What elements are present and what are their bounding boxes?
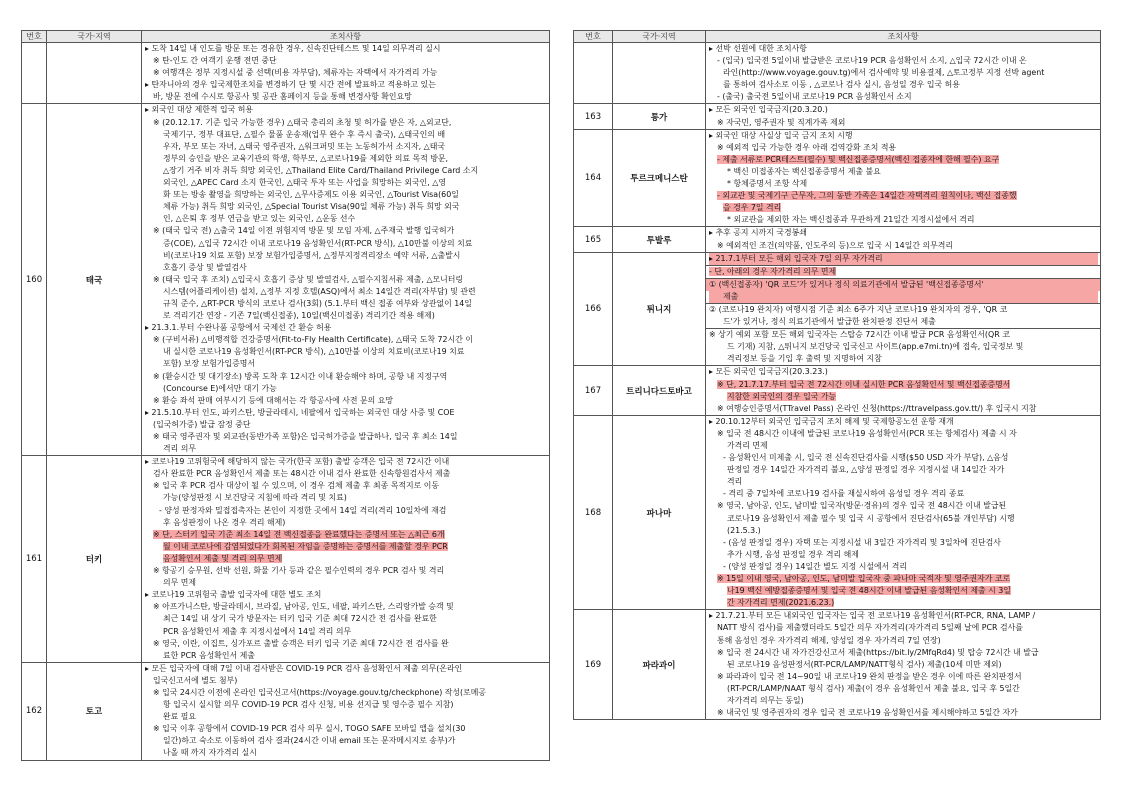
text-line: ▸ 코로나19 고위험국 출발 입국자에 대한 별도 조치 [145,590,322,600]
country-name: 투발루 [613,227,706,252]
text-line: ※ 입국 이후 공항에서 COVID-19 PCR 검사 의무 실시, TOGO SAFE 모바일 앱을 설치(30 [153,724,466,734]
text-line: ▸ 21.7.21.부터 모든 내외국인 입국자는 입국 전 코로나19 음성확인서(RT-PCR, RNA, LAMP / [709,611,1036,621]
table-row [22,104,550,456]
text-line: 를 통하여 검사소로 이동 , △코로나 검사 실시, 음성일 경우 입국 허용 [723,80,960,90]
text-line: ※ 영국, 남아공, 인도, 남미발 입국자(방문·경유)의 경우 입국 전 48시간 이내 발급된 [717,501,1007,511]
text-line: ※ 입국 24시간 이전에 온라인 입국신고서(https://voyage.gouv.tg/checkphone) 작성(로메공 [153,687,486,697]
table-row [574,610,1101,720]
right-page [573,30,1101,720]
right-table [573,30,1101,720]
measures-cell [142,104,550,456]
highlighted-text: 제출 [709,291,1098,303]
text-line: ▸ 외국인 대상 사실상 입국 금지 조치 시행 [709,130,853,140]
table-row [574,104,1101,129]
measures-cell [706,366,1101,415]
header-no: 번호 [22,31,47,43]
text-line: 외국인, △APEC Card 소지 한국인, △태국 투자 또는 사업을 희망하는 외국인, △영 [163,178,446,188]
text-line: 의무 면제 [163,578,196,588]
table-row [22,456,550,663]
text-line: ▸ 선박 선원에 대한 조치사항 [709,44,807,53]
table-row [574,252,1101,366]
country-name: 파라과이 [613,610,706,720]
highlighted-text: 을 경우 7일 격리 [723,203,782,213]
measures-cell [706,129,1101,227]
text-line: ※ 탄-인도 간 여객기 운행 전면 중단 [153,56,277,66]
text-line: ※ 입국 전 24시간 내 자가건강신고서 제출(https://bit.ly/2MfqRd4) 및 탑승 72시간 내 발급 [717,647,1039,657]
text-line: - (음성 판정일 경우) 자택 또는 지정시설 내 3일간 자가격리 및 3일차에 진단검사 [723,537,1001,547]
country-name: 터키 [47,456,142,663]
row-number: 169 [574,610,613,720]
measures-cell [706,227,1101,252]
row-number: 168 [574,415,613,610]
text-line: ▸ 탄자니아의 경우 입국제한조치를 변경하기 단 몇 시간 전에 발표하고 적용하고 있는 [145,80,436,90]
header-country: 국가·지역 [613,31,706,43]
text-line: 통해 음성인 경우 자가격리 해제, 양성일 경우 자가격리 7일 연장) [717,635,941,645]
text-line: ※ 여행객은 정부 지정시설 중 선택(비용 자부담), 체류자는 자택에서 자가격리 가능 [153,68,438,78]
text-line: 화 또는 방송 촬영을 희망하는 외국인, △무사증제도 이용 외국인, △Tourist Visa(60일 [163,190,459,200]
row-number: 165 [574,227,613,252]
highlighted-text: 월 이내 코로나에 감염되었다가 회복된 자임을 증명하는 증명서를 제출할 경우 PCR [163,541,448,551]
row-number: 160 [22,104,47,456]
text-line: ※ 여행승인증명서(TTravel Pass) 온라인 신청(https://ttravelpass.gov.tt/) 후 입국시 지참 [717,403,1037,413]
text-line: ▸ 추후 공지 시까지 국경봉쇄 [709,228,807,238]
text-line: 된 코로나19 음성판정서(RT-PCR/LAMP/NATT형식 검사) 제출(10세 미만 제외) [727,659,1002,669]
highlighted-text: - 제출 서류로 PCR테스트(필수) 및 백신접종증명서(백신 접종자에 한해 필수) 요구 [717,154,1000,164]
text-line: 가능(양성판정 시 보건당국 지침에 따라 격리 및 치료) [163,493,347,503]
measures-cell [706,415,1101,610]
text-line: ※ 파라과이 입국 전 14~90일 내 코로나19 완치 판정을 받은 경우 이에 따른 완치판정서 [717,671,1022,681]
text-line: ▸ 코로나19 고위험국에 해당하지 않는 국가(한국 포함) 출발 승객은 입국 전 72시간 이내 [145,457,450,467]
highlighted-text: 음성확인서 제출 및 격리 의무 면제 [163,553,283,563]
country-name: 투르크메니스탄 [613,129,706,227]
text-line: 비(코로나19 치료 포함) 보장 보험가입증명서, △정부지정격리장소 예약 서류, △출발시 [163,250,461,260]
text-line: ※ 예외적인 조건(의약품, 인도주의 등)으로 입국 시 14일간 의무격리 [717,240,953,250]
text-line: △장기 거주 비자 취득 희망 외국인, △Thailand Elite Card/Thailand Privilege Card 소지 [163,165,479,175]
text-line: 입국신고서에 별도 첨부) [153,675,238,685]
text-line: ※ (환승시간 및 대기장소) 방콕 도착 후 12시간 이내 환승해야 하며, 공항 내 지정구역 [153,371,448,381]
text-line: 드 기재) 지참, △튀니지 보건당국 입국신고 사이트(app.e7mi.tn)에 접속, 입국정보 및 [727,342,1024,352]
highlighted-text: - 외교관 및 국제기구 근무자, 그의 동반 가족은 14일간 자택격리 원칙이나, 백신 접종했 [717,191,1017,201]
text-line: * 항체증명서 조항 삭제 [727,179,808,189]
table-row [574,129,1101,227]
text-line: 코로나19 음성확인서 제출 필수 및 입국 시 공항에서 진단검사(65불 개인부담) 시행 [727,513,1015,523]
text-line: * 외교관을 제외한 자는 백신접종과 무관하게 21일간 지정시설에서 격리 [727,215,975,225]
table-header [574,31,1101,43]
text-line: ▸ 20.10.12부터 외국인 입국금지 조치 해제 및 국제항공노선 운항 재개 [709,416,954,426]
text-line: * 백신 미접종자는 백신접종증명서 제출 불요 [727,166,881,176]
text-line: - (입국) 입국전 5일이내 발급받은 코로나19 PCR 음성확인서 소지, △입국 72시간 이내 온 [717,56,1027,66]
text-line: ※ 영국, 이란, 이집트, 싱가포르 출발 승객은 터키 입국 기준 최대 72시간 전 검사를 완 [153,638,449,648]
text-line: ※ 환승 좌석 판매 여부시기 등에 대해서는 각 항공사에 사전 문의 요망 [153,395,394,405]
highlighted-text: ① (백신접종자) 'QR 코드'가 있거나 정식 의료기관에서 발급된 '백신접종증명서' [706,278,1100,291]
table-row [22,662,550,760]
text-line: 라인(http://www.voyage.gouv.tg)에서 검사예약 및 비용결제, △토고정부 지정 선박 agent [723,68,1045,78]
text-line: - (출국) 출국전 5일이내 코로나19 PCR 음성확인서 소지 [717,92,912,102]
text-line: 호흡기 증상 및 발열검사 [163,262,247,272]
table-row [574,227,1101,252]
highlighted-text: ※ 단, 21.7.17.부터 입국 전 72시간 이내 실시한 PCR 음성확인서 및 백신접종증명서 [717,379,1011,389]
text-line: - (양성 판정일 경우) 14일간 별도 지정 시설에서 격리 [723,561,907,571]
country-name: 토고 [47,662,142,760]
text-line: 정부의 승인을 받은 교육기관의 학생, 학부모, △코로나19를 제외한 의료 목적 방문, [163,153,449,163]
text-line: 나올 때 까지 자가격리 실시 [163,748,257,758]
text-line: 일간)하고 숙소로 이동하여 검사 결과(24시간 이내 email 또는 문자메시지로 송부)가 [163,736,456,746]
row-number: 164 [574,129,613,227]
text-line: 격리 의무 [163,444,196,454]
text-line: 로 격리기간 연장 - 기존 7일(백신접종), 10일(백신미접종) 격리기간 적용 해제) [163,311,435,321]
text-line: ※ (태국 입국 전) △출국 14일 이전 위험지역 방문 및 모임 자제, △주재국 발행 입국허가 [153,226,455,236]
table-row [574,43,1101,104]
text-line: (21.5.3.) [727,525,761,535]
text-line: (입국허가증) 발급 잠정 중단 [153,419,251,429]
text-line: 검사 완료한 PCR 음성확인서 제출 또는 48시간 이내 검사 완료한 신속항원검사서 제출 [153,469,451,479]
text-line: 규칙 준수, △RT-PCR 방식의 코로나 검사(3회) (5.1.부터 백신 접종 여부와 상관없이 14일 [163,298,472,308]
text-line: 후 음성판정이 나온 경우 격리 해제) [163,517,286,527]
text-line: 체류 가능) 취득 희망 외국인, △Special Tourist Visa(90일 체류 가능) 취득 희망 외국 [163,202,460,212]
text-line: 격리 [727,477,743,487]
text-line: - 양성 판정자와 밀접접촉자는 본인이 지정한 곳에서 14일 격리(격리 10일차에 재검 [159,505,447,515]
row-number: 161 [22,456,47,663]
highlighted-text: - 단, 아래의 경우 자가격리 의무 면제 [709,266,837,276]
text-line: 추가 시행, 음성 판정일 경우 격리 해제 [727,549,859,559]
highlighted-text: 나19 백신 예방접종증명서 및 입국 전 48시간 이내 발급된 음성확인서 제출 시 3일 [727,586,1011,596]
header-no: 번호 [574,31,613,43]
text-line: ※ 태국 영주권자 및 외교관(동반가족 포함)은 입국허가증을 발급하나, 입국 후 최소 14일 [153,432,458,441]
text-line: 포함) 보장 보험가입증명서 [163,359,255,369]
country-name: 태국 [47,104,142,456]
text-line: PCR 음성확인서 제출 후 지정시설에서 14일 격리 의무 [163,626,352,636]
table-row [574,366,1101,415]
text-line: 시스템(어플리케이션) 설치, △정부 지정 호텔(ASQ)에서 최소 14일간 격리(자부담) 및 관련 [163,286,476,296]
country-name: 파나마 [613,415,706,610]
text-line: (RT-PCR/LAMP/NAAT 형식 검사) 제출(이 경우 음성확인서 제출 불요, 입국 후 5일간 [727,683,1020,693]
text-line: 완료 필요 [163,712,196,722]
table-row [22,43,550,104]
text-line: ※ 예외적 입국 가능한 경우 아래 검역강화 조치 적용 [717,142,897,152]
highlighted-text: 지참한 외국인의 경우 입국 가능 [727,391,837,401]
text-line: ※ 아프가니스탄, 방글라데시, 브라질, 남아공, 인도, 네팔, 파키스탄, 스리랑카발 승객 및 [153,602,454,612]
country-name: 통가 [613,104,706,129]
measures-cell [706,610,1101,720]
text-line: ※ 입국 전 48시간 이내에 발급된 코로나19 음성확인서(PCR 또는 항체검사) 제출 시 자 [717,428,1017,438]
table-header [22,31,550,43]
measures-cell [142,662,550,760]
text-line: ※ (태국 입국 후 조치) △입국시 호흡기 증상 및 발열검사, △필수지침서류 제출, △모니터링 [153,274,464,284]
country-name: 트리니다드토바고 [613,366,706,415]
text-line: - 음성확인서 미제출 시, 입국 전 신속진단검사를 시행($50 USD 자가 부담), △음성 [723,453,1009,463]
left-page [21,30,550,761]
row-number: 162 [22,662,47,760]
text-line: (Concourse E)에서만 대기 가능 [163,383,277,393]
text-line: 우자, 부모 또는 자녀, △태국 영주권자, △워크퍼밋 또는 노동허가서 소지자, △태국 [163,141,445,151]
left-table [21,30,550,761]
measures-cell [706,43,1101,104]
text-line: 가격리 면제 [727,441,768,450]
highlighted-text: ▸ 21.7.1부터 모든 해외 입국자 7일 의무 자가격리 [709,253,1098,265]
text-line: 항 입국시 실시할 의무 COVID-19 PCR 검사 신청, 비용 선지급 및 영수증 필수 지참) [163,700,454,710]
text-line: ▸ 21.5.10.부터 인도, 파키스탄, 방글라데시, 네팔에서 입국하는 외국인 대상 사증 및 COE [145,407,455,417]
measures-cell [706,104,1101,129]
highlighted-text: ※ 단, 스터키 입국 기준 최소 14일 전 백신접종을 완료했다는 증명서 또는 △최근 6개 [153,529,445,539]
text-line: 증(COE), △입국 72시간 이내 코로나19 음성확인서(RT-PCR 방식), △10만불 이상의 치료 [163,238,473,248]
text-line: ▸ 도착 14일 내 인도를 방문 또는 경유한 경우, 신속진단테스트 및 14일 의무격리 실시 [145,44,441,53]
text-line: 국제기구, 정부 대표단, △필수 물품 운송재(업무 완수 후 즉시 출국), △태국인의 배 [163,129,446,139]
text-line: 바, 방문 전에 수시로 항공사 및 공관 홈페이지 등을 통해 변경사항 확인요망 [153,92,412,102]
text-line: 격리정보 등을 기입 후 출력 및 지명하여 지참 [727,354,882,364]
text-line: ※ (20.12.17. 기준 입국 가능한 경우) △태국 총리의 초청 및 허가를 받은 자, △외교단, [153,117,452,127]
text-line: 판정일 경우 14일간 자가격리 불요, △양성 판정일 경우 지정시설 내 14일간 자가 [727,465,1005,475]
text-line: ※ 항공기 승무원, 선박 선원, 화물 기사 등과 같은 필수인력의 경우 PCR 검사 및 격리 [153,566,445,576]
text-line: ▸ 외국인 대상 제한적 입국 허용 [145,105,253,115]
text-line: ※ 상기 예외 포함 모든 해외 입국자는 스탑승 72시간 이내 발급 PCR 음성확인서(QR 코 [706,328,1100,341]
text-line: ※ 자국민, 영주권자 및 직계가족 제외 [717,117,846,127]
header-country: 국가·지역 [47,31,142,43]
text-line: ▸ 모든 외국인 입국금지(20.3.20.) [709,105,828,115]
measures-cell [706,252,1101,366]
row-number: 166 [574,252,613,366]
text-line: ▸ 21.3.1.부터 수완나품 공항에서 국제선 간 환승 허용 [145,323,332,333]
row-number: 167 [574,366,613,415]
country-name: 튀니지 [613,252,706,366]
text-line: 인, △은퇴 후 정부 연금을 받고 있는 외국인, △운동 선수 [163,214,356,224]
text-line: 료한 PCR 음성확인서 제출 [163,650,255,660]
text-line: ▸ 모든 입국자에 대해 7일 이내 검사받은 COVID-19 PCR 검사 음성확인서 제출 의무(온라인 [145,663,463,673]
header-measures: 조치사항 [142,31,550,43]
text-line: ▸ 모든 외국인 입국금지(20.3.23.) [709,367,828,377]
table-row [574,415,1101,610]
text-line: ※ 입국 후 PCR 검사 대상이 될 수 있으며, 이 경우 검체 제출 후 최종 목적지로 이동 [153,481,440,491]
measures-cell [142,456,550,663]
text-line: 드'가 있거나, 정식 의료기관에서 발급한 완치판정 진단서 제출 [723,317,936,327]
measures-cell [142,43,550,104]
row-number: 163 [574,104,613,129]
text-line: - 격리 중 7일차에 코로나19 검사를 재실시하여 음성일 경우 격리 종료 [723,489,965,499]
text-line: 최근 14일 내 상기 국가 방문자는 터키 입국 기준 최대 72시간 전 검사를 완료한 [163,614,437,624]
text-line: ※ 내국인 및 영주권자의 경우 입국 전 코로나19 음성확인서를 제시해야하고 5일간 자가 [717,708,1018,718]
highlighted-text: 간 자가격리 면제(2021.6.23.) [727,598,835,608]
text-line: NATT 방식 검사)를 제출했더라도 5일간 의무 자가격리(자가격리 5일째 날에 PCR 검사를 [717,623,1023,633]
text-line: 자가격리 의무는 동일) [727,695,804,705]
text-line: ② (코로나19 완치자) 여행시점 기준 최소 6주가 지난 코로나19 완치자의 경우, 'QR 코 [706,303,1100,316]
header-measures: 조치사항 [706,31,1101,43]
text-line: 내 실시한 코로나19 음성확인서(RT-PCR 방식), △10만불 이상의 치료비(코로나19 치료 [163,347,465,357]
highlighted-text: ※ 15일 이내 영국, 남아공, 인도, 남미발 입국자 중 파나마 국적자 및 영주권자가 코로 [717,574,1011,584]
text-line: ※ (구비서류) △비행적합 건강증명서(Fit-to-Fly Health Certificate), △태국 도착 72시간 이 [153,335,473,345]
